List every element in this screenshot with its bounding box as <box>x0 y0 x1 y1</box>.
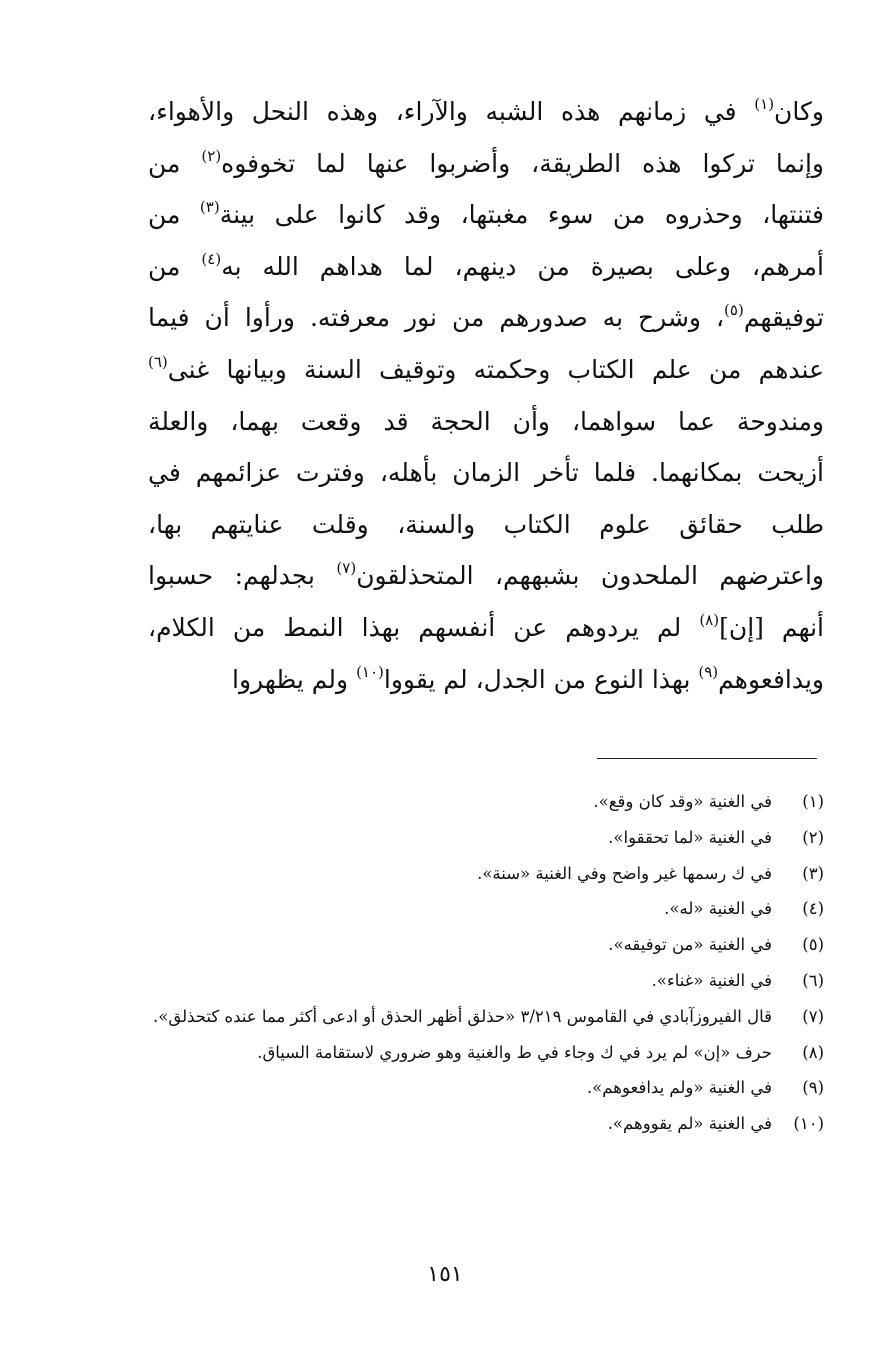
footnote <box>120 927 824 963</box>
footnote-number: (١) <box>802 792 824 811</box>
text-line <box>148 292 824 344</box>
text-segment: ويدافعوهم <box>718 664 824 694</box>
footnote-text: في ك رسمها غير واضح وفي الغنية «سنة». <box>477 863 772 883</box>
text-line <box>148 344 824 396</box>
text-segment: واعترضهم الملحدون بشبههم، المتحذلقون <box>356 561 824 591</box>
footnote <box>120 784 824 820</box>
footnote-text: في الغنية «من توفيقه». <box>608 935 772 955</box>
text-line <box>148 499 824 551</box>
text-segment: من <box>148 148 202 178</box>
footnote-marker: (٥) <box>724 301 744 320</box>
text-line <box>148 550 824 602</box>
text-segment: فتنتها، وحذروه من سوء مغبتها، وقد كانوا على بينة <box>219 200 824 230</box>
text-segment: ، وشرح به صدورهم من نور معرفته. ورأوا أن فيما <box>148 303 725 333</box>
footnote <box>120 891 824 927</box>
footnote-text: في الغنية «غناء». <box>651 970 772 990</box>
page-number: ١٥١ <box>427 1262 463 1287</box>
text-line <box>148 189 824 241</box>
footnote-number: (٦) <box>802 970 824 990</box>
footnote <box>120 820 824 856</box>
footnote <box>120 999 824 1035</box>
footnote-marker: (١) <box>754 94 775 113</box>
text-segment: بهذا النوع من الجدل، لم يقووا <box>383 664 699 694</box>
footnote-text: في الغنية «ولم يدافعوهم». <box>586 1078 772 1098</box>
footnote-marker: (٣) <box>199 197 220 216</box>
text-segment: ومندوحة عما سواهما، وأن الحجة قد وقعت بهما، والعلة <box>148 406 824 436</box>
text-segment: عندهم من علم الكتاب وحكمته وتوقيف السنة وبيانها غنى <box>167 354 824 384</box>
text-segment: ولم يظهروا <box>232 664 357 694</box>
footnote-number: (٤) <box>802 899 824 919</box>
text-line <box>148 654 824 706</box>
text-segment: وإنما تركوا هذه الطريقة، وأضربوا عنها لما تخوفوه <box>221 148 824 178</box>
text-segment: في زمانهم هذه الشبه والآراء، وهذه النحل والأهواء، <box>148 97 755 126</box>
text-segment: أنهم [إن] <box>719 612 824 642</box>
text-segment: طلب حقائق علوم الكتاب والسنة، وقلت عنايتهم بها، <box>148 509 824 539</box>
footnotes-block <box>120 784 824 1142</box>
text-segment: أمرهم، وعلى بصيرة من دينهم، لما هداهم الله به <box>221 251 824 281</box>
footnote-number: (٨) <box>802 1042 824 1062</box>
footnote-text: في الغنية «لما تحققوا». <box>608 827 772 847</box>
footnote-text: حرف «إن» لم يرد في ك وجاء في ط والغنية وهو ضروري لاستقامة السياق. <box>257 1042 772 1062</box>
text-line <box>148 86 824 138</box>
footnote-number: (٩) <box>802 1078 824 1098</box>
text-segment: بجدلهم: حسبوا <box>148 561 337 591</box>
footnote-marker: (٨) <box>699 610 720 629</box>
footnote <box>120 856 824 892</box>
footnote-separator <box>597 758 817 759</box>
footnote-marker: (٤) <box>201 249 222 268</box>
footnote-number: (٧) <box>802 1006 824 1026</box>
text-segment: وكان <box>774 97 824 126</box>
text-line <box>148 396 824 448</box>
footnote <box>120 1035 824 1071</box>
footnote <box>120 1106 824 1142</box>
footnote-text: في الغنية «لم يقووهم». <box>607 1114 772 1134</box>
footnote-text: قال الفيروزآبادي في القاموس ٣/٢١٩ «حذلق أظهر الحذق أو ادعى أكثر مما عنده كتحذلق». <box>153 1006 772 1026</box>
footnote-marker: (١٠) <box>356 662 384 681</box>
text-line <box>148 241 824 293</box>
text-segment: أزيحت بمكانهما. فلما تأخر الزمان بأهله، وفترت عزائمهم في <box>148 458 824 488</box>
footnote-text: في الغنية «له». <box>664 899 772 919</box>
footnote-number: (١٠) <box>793 1114 824 1134</box>
text-line <box>148 138 824 190</box>
text-segment: من <box>148 251 202 281</box>
footnote-number: (٣) <box>802 863 824 883</box>
text-segment: من <box>148 200 200 230</box>
text-segment: توفيقهم <box>743 303 824 333</box>
footnote-marker: (٩) <box>698 662 719 681</box>
text-segment: لم يردوهم عن أنفسهم بهذا النمط من الكلام، <box>148 612 700 642</box>
footnote-marker: (٧) <box>336 559 357 578</box>
footnote-number: (٥) <box>802 935 824 955</box>
footnote <box>120 1070 824 1106</box>
footnote-marker: (٢) <box>201 146 222 165</box>
footnote-number: (٢) <box>802 827 824 847</box>
footnote <box>120 963 824 999</box>
footnote-text: في الغنية «وقد كان وقع». <box>593 792 772 811</box>
footnote-marker: (٦) <box>148 352 168 371</box>
text-line <box>148 602 824 654</box>
text-line <box>148 447 824 499</box>
main-text-block <box>148 86 824 705</box>
